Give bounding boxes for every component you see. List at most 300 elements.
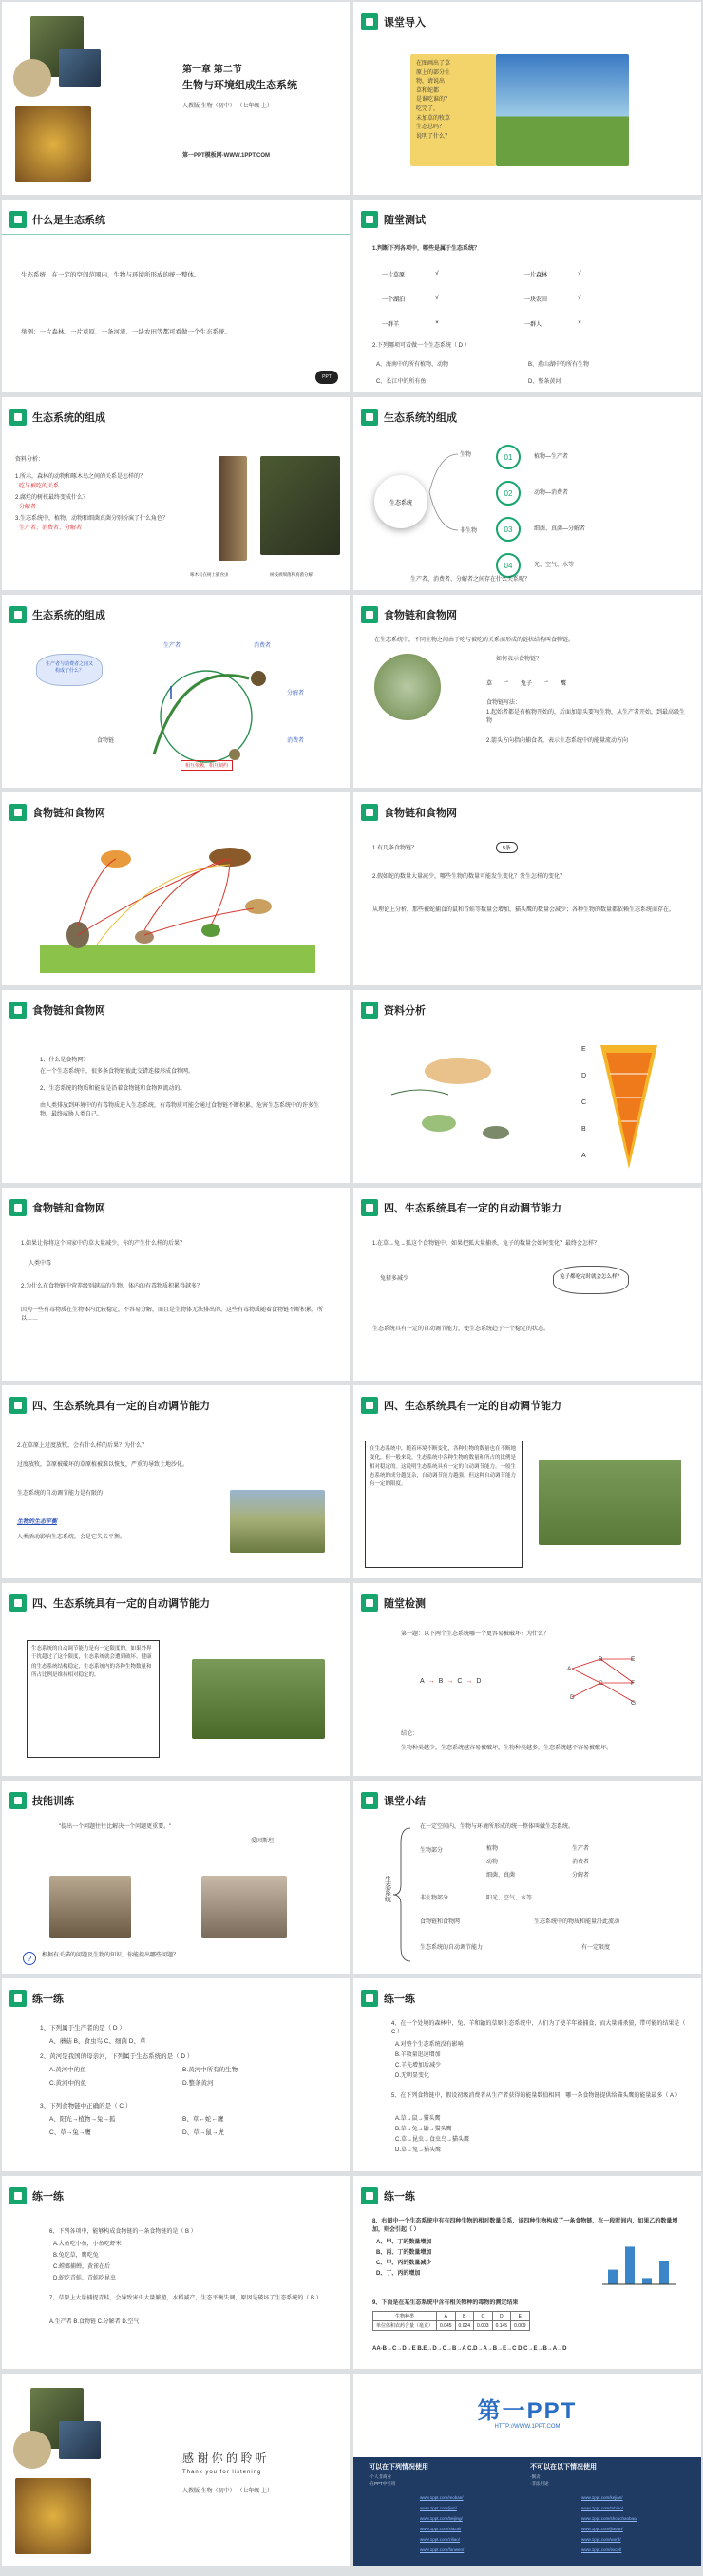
- a1: 吃与被吃的关系: [19, 484, 60, 489]
- square-icon: [361, 1594, 378, 1612]
- option[interactable]: D、丁、丙的增加: [376, 2271, 421, 2277]
- arrow-icon: →: [504, 678, 510, 684]
- header: [10, 209, 105, 230]
- a2: 因为一些有毒物质在生物体内比较稳定，不容易分解，而且是生物体无法排出的，这些有毒物质随着食物链不断积累，所以……: [21, 1307, 324, 1322]
- option[interactable]: C.黄河中的鱼: [49, 2080, 86, 2087]
- square-icon: [361, 606, 378, 623]
- q1: 1、下列属于生产者的是（ D ）: [40, 2025, 125, 2032]
- header: [10, 604, 105, 625]
- intro: 在生态系统中，不同生物之间由于吃与被吃的关系而形成的链状结构叫食物链。: [374, 638, 575, 643]
- header: [10, 407, 105, 428]
- slide-22[interactable]: [353, 1978, 701, 2171]
- web-node: D: [570, 1694, 575, 1701]
- judge-row: [382, 286, 667, 311]
- decor-circle: [13, 59, 51, 97]
- poem-line: 原上的部分生: [416, 69, 451, 76]
- arrow-icon: →: [446, 1678, 454, 1685]
- tail: 人类活动影响生态系统，会是它失去平衡。: [17, 1535, 126, 1540]
- poem-line: 物，请说出：: [416, 79, 451, 86]
- poem-line: 草和蛇都: [416, 87, 440, 94]
- option[interactable]: B.黄河中所有的生物: [182, 2067, 238, 2073]
- allowed-1: ·个人非商业: [369, 2474, 391, 2479]
- slide-title: 什么是生态系统: [32, 215, 105, 226]
- chain-node-eagle: 鹰: [560, 681, 567, 687]
- table-cell: 0.003: [474, 2321, 493, 2331]
- component-item: 光、空气、水等: [534, 563, 575, 568]
- link[interactable]: www.1ppt.com/beijing/: [420, 2516, 463, 2521]
- judge-cell: 一个湖泊: [382, 296, 406, 303]
- bar: [625, 2246, 635, 2284]
- adjust-desc: 有一定限度: [581, 1945, 611, 1951]
- slide-8[interactable]: [353, 595, 701, 788]
- header: [361, 407, 457, 428]
- option[interactable]: C.羊先增加后减少: [395, 2063, 442, 2069]
- slide-17[interactable]: [2, 1583, 350, 1776]
- answer-label: 兔猪多减少: [380, 1276, 409, 1282]
- slide-title: 随堂检测: [384, 1598, 426, 1610]
- slide-title: 练一练: [384, 1994, 415, 2005]
- animal-photo: [59, 2421, 101, 2459]
- link[interactable]: www.1ppt.com/ziliao/: [420, 2537, 461, 2542]
- slide-title: 资料分析: [384, 1005, 426, 1017]
- web-node: F: [631, 1680, 635, 1687]
- thanks-sub: Thank you for listening: [182, 2470, 262, 2475]
- square-icon: [361, 1002, 378, 1019]
- eagle-picture: [374, 654, 441, 720]
- site-url[interactable]: HTTP://WWW.1PPT.COM: [494, 2424, 560, 2430]
- web-node: E: [631, 1656, 636, 1663]
- poem-line: 说明了什么？: [416, 133, 451, 140]
- square-icon: [361, 804, 378, 821]
- conclusion: 生物种类越少，生态系统越容易被破坏，生物种类越多，生态系统越不容易被破坏。: [401, 1746, 613, 1751]
- square-icon: [361, 1397, 378, 1414]
- table-header-cell: C: [474, 2312, 493, 2321]
- table-row: [373, 2321, 530, 2331]
- option[interactable]: C、甲、丙的数量减少: [376, 2261, 432, 2266]
- square-icon: [10, 804, 27, 821]
- question: 第一题：以下两个生态系统哪一个更容易被破坏？为什么？: [401, 1631, 550, 1637]
- nonbio-items: 阳光、空气、水等: [486, 1896, 533, 1901]
- judge-cell: √: [435, 271, 439, 277]
- q1: 1.如果让你将这个国家中的草大量减少，你的产生什么样的后果？: [21, 1241, 186, 1247]
- header: [361, 2185, 415, 2206]
- caption-1: 啄木鸟在树上捕食虫: [190, 572, 229, 577]
- q2: 2.腐烂的树枝最终变成什么？: [15, 495, 89, 501]
- poem-box: [410, 54, 496, 166]
- header: [10, 802, 105, 823]
- header: [10, 1000, 105, 1021]
- link[interactable]: www.1ppt.com/fanwen/: [420, 2547, 465, 2552]
- role-item: 消费者: [572, 1860, 590, 1865]
- meta: 人教版 生物（初中） （七年级 上）: [182, 2489, 274, 2494]
- question: 如何表示食物链？: [496, 657, 542, 662]
- slide-title: 食物链和食物网: [32, 1203, 105, 1214]
- foodchain-desc: 生态系统中的物质和能量沿此流动: [534, 1919, 620, 1925]
- slide-13[interactable]: [2, 1188, 350, 1381]
- header: [10, 1790, 74, 1811]
- slide-title: 课堂导入: [384, 17, 426, 29]
- allowed-2: ·在PPT中引用: [369, 2481, 396, 2486]
- link[interactable]: www.1ppt.com/tubiao/: [581, 2506, 624, 2510]
- forbidden-2: ·非法用途: [530, 2481, 549, 2486]
- slide-title: 食物链和食物网: [32, 808, 105, 819]
- poem-line: 在图画出了草: [416, 61, 451, 67]
- slide-title: 食物链和食物网: [384, 610, 457, 621]
- a2: 由人类排放到环境中的有毒物质进入生态系统，有毒物质可能会通过食物链不断积累，危害生态系统中的许多生物，最终威胁人类自己。: [40, 1103, 320, 1117]
- chain-node-grass: 草: [486, 681, 493, 687]
- link[interactable]: www.1ppt.com/jiaoan/: [581, 2527, 623, 2531]
- divider: [2, 234, 350, 235]
- step-number: 03: [496, 517, 521, 542]
- q1: 1.有几条食物链？: [372, 846, 418, 851]
- slide-title: 练一练: [32, 2191, 64, 2203]
- option[interactable]: A、阳光→植物→兔→狐: [49, 2116, 116, 2123]
- option[interactable]: B、燕山湖中的所有生物: [528, 362, 590, 368]
- option[interactable]: A、甲、丁的数量增加: [376, 2240, 432, 2245]
- slide-15[interactable]: [2, 1385, 350, 1578]
- slide-18[interactable]: [353, 1583, 701, 1776]
- table-header-cell: E: [511, 2312, 530, 2321]
- slide-title: 生态系统的组成: [384, 412, 457, 424]
- slide-title: 四、生态系统具有一定的自动调节能力: [32, 1598, 210, 1610]
- q2: 2.为什么在食物链中营养级别越高的生物，体内的有毒物质积累得越多？: [21, 1284, 203, 1289]
- header: [361, 1197, 561, 1218]
- slide-12[interactable]: [353, 990, 701, 1183]
- link[interactable]: www.1ppt.com/excel/: [581, 2547, 622, 2552]
- q6: 6、下列各项中，能够构成食物链的一条食物链的是（ B ）: [49, 2229, 197, 2235]
- header: [361, 11, 426, 32]
- square-icon: [10, 2187, 27, 2204]
- q1: 1、什么是食物网？: [40, 1058, 89, 1063]
- judge-row: [382, 311, 667, 335]
- food-web-diagram: [40, 830, 315, 978]
- definition: 生态系统：在一定的空间范围内，生物与环境所形成的统一整体。: [21, 272, 200, 278]
- conclusion-label: 结论：: [401, 1731, 419, 1737]
- header: [361, 604, 457, 625]
- slide-11[interactable]: [2, 990, 350, 1183]
- chain-node: A: [420, 1678, 425, 1685]
- option[interactable]: D.草→兔→猫头鹰: [395, 2147, 442, 2153]
- component-item: 动物—消费者: [534, 490, 569, 496]
- table-header: [373, 2312, 530, 2321]
- step-number: 04: [496, 553, 521, 578]
- square-icon: [361, 2187, 378, 2204]
- forbidden-1: ·倒卖: [530, 2474, 541, 2479]
- q1: 1.所示，森林的动物和啄木鸟之间的关系是怎样的？: [15, 474, 146, 480]
- slide-title: 生态系统的组成: [32, 610, 105, 621]
- header: [10, 1197, 105, 1218]
- bio-item: 植物: [486, 1846, 499, 1852]
- q4: 4、在一个处境的森林中，兔、羊和鼬的草原生态系统中，人们为了使羊年被捕食，而大量捕杀狼，带可能的结果是（ C ）: [391, 2021, 686, 2035]
- chain-node: C: [457, 1678, 463, 1685]
- footer-panel: [353, 2457, 701, 2566]
- bio-label: 生物: [460, 452, 472, 458]
- slide-title: 生物与环境组成生态系统: [182, 80, 297, 91]
- help-icon[interactable]: ?: [23, 1952, 36, 1965]
- allowed-title: 可以在下列情况使用: [369, 2464, 428, 2471]
- judge-cell: 一片森林: [524, 272, 548, 278]
- answer: 过度放牧，草原被破坏的草原植被难以恢复，严重的导致土地沙化。: [17, 1462, 189, 1468]
- thought-cloud: 生产者与消费者之间又构成了什么？: [36, 654, 103, 686]
- decor-circle: [13, 2431, 51, 2469]
- a2: 分解者: [19, 505, 37, 510]
- square-icon: [361, 211, 378, 228]
- table-cell: 0.045: [437, 2321, 456, 2331]
- web-node: C: [598, 1680, 603, 1687]
- option[interactable]: B.草→兔→鼬→猫头鹰: [395, 2127, 452, 2132]
- slide-title: 四、生态系统具有一定的自动调节能力: [384, 1401, 561, 1412]
- option[interactable]: A.草→鼠→猫头鹰: [395, 2116, 441, 2122]
- slide-title: 随堂测试: [384, 215, 426, 226]
- slide-2[interactable]: [353, 2, 701, 195]
- header: [10, 2185, 64, 2206]
- step-number: 01: [496, 445, 521, 469]
- part-nonbio: 非生物部分: [420, 1896, 449, 1901]
- arrow-icon: →: [428, 1678, 435, 1685]
- question: 生产者、消费者、分解者之间存在什么关系呢？: [410, 577, 531, 582]
- level-label: E: [581, 1046, 586, 1053]
- q9: 9、下面是在某生态系统中含有相关物种的毒物的测定结果: [372, 2300, 519, 2306]
- table-header-cell: 生物种类: [373, 2312, 437, 2321]
- square-icon: [10, 606, 27, 623]
- slide-21[interactable]: [2, 1978, 350, 2171]
- slide-16[interactable]: [353, 1385, 701, 1578]
- header: [10, 1593, 210, 1613]
- slide-title: 生态系统的组成: [32, 412, 105, 424]
- slide-14[interactable]: [353, 1188, 701, 1381]
- header: [10, 1988, 64, 2009]
- option[interactable]: B、草←蛇←鹰: [182, 2116, 224, 2123]
- level-label: D: [581, 1073, 587, 1079]
- option[interactable]: A.大鱼吃小鱼，小鱼吃虾米: [53, 2242, 122, 2247]
- chain-node-rabbit: 兔子: [521, 681, 533, 687]
- web-node: B: [598, 1656, 603, 1663]
- label-consumer-2: 消费者: [287, 738, 305, 744]
- slide-title: 四、生态系统具有一定的自动调节能力: [32, 1401, 210, 1412]
- judge-cell: √: [578, 296, 581, 301]
- slide-20[interactable]: [353, 1781, 701, 1974]
- q5: 5、在下列食物链中，假设初级消费者从生产者获得的能量数值相同，哪一条食物链提供给猫头鹰的能量最多（ A ）: [391, 2093, 681, 2099]
- question-2: 2.下列哪项可看做一个生态系统（ D ）: [372, 343, 470, 349]
- judge-row: [382, 261, 667, 286]
- q3: 3、下列食物链中正确的是（ C ）: [40, 2103, 132, 2109]
- chapter: 第一章 第二节: [182, 65, 242, 75]
- link[interactable]: www.1ppt.com/word/: [581, 2537, 621, 2542]
- a2: 从理论上分析，那些被蛇捕食的鼠和青蛙等数量会增加，猫头鹰的数量会减少；各种生物的数量都依赖生态系统而存在。: [372, 907, 675, 913]
- judge-list: [382, 261, 667, 335]
- step-number: 02: [496, 481, 521, 506]
- judge-cell: ×: [578, 320, 581, 326]
- square-icon: [361, 409, 378, 426]
- option[interactable]: B.兔吃草，鹰吃兔: [53, 2253, 99, 2259]
- bee-photo: [15, 106, 91, 182]
- brace: [391, 1823, 420, 1966]
- o1: A、蘑菇 B、食虫鸟 C、细菌 D、草: [49, 2038, 146, 2045]
- slide-title: 练一练: [32, 1994, 64, 2005]
- square-icon: [361, 1990, 378, 2007]
- simple-chain: [420, 1678, 481, 1685]
- note: 生态系统的自动调节能力是有限的: [17, 1491, 104, 1497]
- header: [10, 1395, 210, 1416]
- options: [376, 353, 680, 388]
- q2: 2、黄河是我国的母亲河，下列属于生态系统的是（ D ）: [40, 2053, 194, 2060]
- link[interactable]: www.1ppt.com/kejian/: [581, 2495, 623, 2500]
- web-node: G: [631, 1700, 636, 1707]
- link[interactable]: www.1ppt.com/xiazai/: [420, 2527, 462, 2531]
- level-label: C: [581, 1099, 587, 1106]
- slide-title: 食物链和食物网: [32, 1005, 105, 1017]
- header: [361, 1593, 426, 1613]
- option[interactable]: C、草→兔→鹰: [49, 2129, 91, 2136]
- sheep-photo: [230, 1490, 325, 1553]
- header: [361, 1988, 415, 2009]
- table-header-cell: A: [437, 2312, 456, 2321]
- ecosystem-sketch: [382, 1038, 553, 1171]
- definition: 在一定空间内，生物与环境所形成的统一整体叫做生态系统。: [420, 1824, 575, 1830]
- thanks-title: 感 谢 你 的 聆 听: [182, 2452, 267, 2465]
- poem-line: 生态总吗？: [416, 124, 446, 131]
- q8: 8、右图中一个生态系统中有有四种生物的相对数量关系，该四种生物构成了一条食物链，在一段时间内，如果乙的数量增加，则会引起（ ）: [372, 2219, 678, 2233]
- tip: 根据有关猫的问题及生物的知识，你能提出哪些问题？: [42, 1953, 180, 1958]
- option[interactable]: D、草→鼠→虎: [182, 2129, 224, 2136]
- option[interactable]: C.草→昆虫→食虫鸟→猫头鹰: [395, 2137, 470, 2143]
- arrow-icon: →: [543, 678, 550, 684]
- link[interactable]: www.1ppt.com/jieri/: [420, 2506, 457, 2510]
- option[interactable]: A.对整个生态系统没有影响: [395, 2042, 464, 2048]
- link[interactable]: www.1ppt.com/shouchaobao/: [581, 2516, 637, 2521]
- q7: 7、草原上大量捕捉青蛙，会导致害虫大量繁殖，水稻减产，生态平衡失调，原因是破坏了生态系统的（ B ）: [49, 2296, 322, 2301]
- bar: [642, 2278, 652, 2284]
- component-item: 植物—生产者: [534, 454, 569, 460]
- a1: 5条: [496, 842, 518, 853]
- judge-cell: 一群羊: [382, 321, 400, 328]
- square-icon: [10, 1002, 27, 1019]
- header: [361, 1000, 426, 1021]
- q2: 2.假如蛇的数量大量减少，哪些生物的数量可能发生变化？发生怎样的变化？: [372, 874, 566, 880]
- slide-23[interactable]: [2, 2176, 350, 2369]
- role-item: 生产者: [572, 1846, 590, 1852]
- option[interactable]: D.蛇吃青蛙，青蛙吃昆虫: [53, 2276, 117, 2281]
- square-icon: [361, 13, 378, 30]
- option[interactable]: D.整条黄河: [182, 2080, 214, 2087]
- table-cell: 单位体积农药含量（毫克）: [373, 2321, 437, 2331]
- bio-item: 细菌、真菌: [486, 1873, 516, 1879]
- slide-25[interactable]: [2, 2374, 350, 2566]
- q2: 2、生态系统的物质和能量是沿着食物链和食物网流动的。: [40, 1086, 186, 1092]
- logo: 第一PPT: [477, 2398, 578, 2424]
- label-producer: 生产者: [163, 643, 181, 649]
- relation-tag: 相互依赖，相互制约: [180, 760, 233, 771]
- slide-7[interactable]: [2, 595, 350, 788]
- nonbio-label: 非生物: [460, 528, 478, 534]
- header: [361, 1395, 561, 1416]
- poem-line: 吃完了，: [416, 105, 440, 112]
- slide-24[interactable]: [353, 2176, 701, 2369]
- woodpecker-photo: [218, 456, 247, 561]
- table-header-cell: D: [492, 2312, 511, 2321]
- part-bio: 生物部分: [420, 1848, 444, 1854]
- slide-title: 食物链和食物网: [384, 808, 457, 819]
- level-label: B: [581, 1126, 586, 1133]
- sheep-photo: [192, 1659, 325, 1739]
- option[interactable]: B、丙、丁的数量增加: [376, 2250, 432, 2256]
- arrow-icon: →: [466, 1678, 473, 1685]
- slide-5[interactable]: [2, 397, 350, 590]
- table-cell: 0.009: [511, 2321, 530, 2331]
- examples: 举例：一片森林、一片草原、一条河流、一块农田等都可看做一个生态系统。: [21, 329, 231, 335]
- bar: [659, 2261, 669, 2284]
- cat-photo: [201, 1876, 287, 1938]
- poem-line: 是谁吃谁的？: [416, 97, 451, 104]
- header: [361, 209, 426, 230]
- slide-title: 练一练: [384, 2191, 415, 2203]
- judge-cell: √: [435, 296, 439, 301]
- option[interactable]: B.羊数量迅速增加: [395, 2052, 441, 2058]
- role-item: 分解者: [572, 1873, 590, 1879]
- bio-item: 动物: [486, 1860, 499, 1865]
- slide-title: 四、生态系统具有一定的自动调节能力: [384, 1203, 561, 1214]
- level-label: A: [581, 1153, 586, 1159]
- note-title: 食物链写法：: [486, 700, 522, 706]
- slide-4[interactable]: [353, 200, 701, 392]
- square-icon: [10, 1792, 27, 1809]
- square-icon: [10, 211, 27, 228]
- header: [361, 802, 457, 823]
- question-1: 1.判断下列各项中，哪些是属于生态系统？: [372, 246, 481, 252]
- link[interactable]: www.1ppt.com/moban/: [420, 2495, 464, 2500]
- header: [361, 1790, 426, 1811]
- judge-cell: 一片草原: [382, 272, 406, 278]
- slide-1[interactable]: [2, 2, 350, 195]
- option[interactable]: D、整条黄河: [528, 379, 561, 385]
- slide-26[interactable]: [353, 2374, 701, 2566]
- bee-photo: [15, 2478, 91, 2554]
- option[interactable]: C、长江中的所有鱼: [376, 379, 427, 385]
- meta: 人教版 生物（初中） （七年级 上）: [182, 104, 274, 109]
- chain-node: B: [438, 1678, 444, 1685]
- slide-19[interactable]: [2, 1781, 350, 1974]
- table-cell: 0.145: [492, 2321, 511, 2331]
- judge-cell: 一群人: [524, 321, 542, 328]
- slide-9[interactable]: [2, 792, 350, 985]
- square-icon: [10, 1990, 27, 2007]
- slide-6[interactable]: [353, 397, 701, 590]
- option[interactable]: D.无明显变化: [395, 2073, 430, 2079]
- adjust-label: 生态系统的自动调节能力: [420, 1945, 484, 1951]
- forbidden-title: 不可以在以下情况使用: [530, 2464, 597, 2471]
- web-node: A: [567, 1666, 572, 1672]
- poem-line: 未加草的牧草: [416, 115, 451, 122]
- component-item: 细菌、真菌—分解者: [534, 526, 586, 532]
- foodchain-label: 食物链和食物网: [420, 1919, 461, 1925]
- sheep-photo: [539, 1460, 681, 1545]
- option[interactable]: A.黄河中的鱼: [49, 2067, 86, 2073]
- ppt-badge[interactable]: PPT: [315, 371, 338, 384]
- square-icon: [10, 1594, 27, 1612]
- label: 资料分析：: [15, 457, 45, 463]
- square-icon: [361, 1199, 378, 1216]
- a3: 生产者、消费者、分解者: [19, 525, 83, 531]
- pyramid-chart: [600, 1045, 657, 1169]
- table-cell: 0.024: [455, 2321, 474, 2331]
- option[interactable]: C.螳螂捕蝉，黄雀在后: [53, 2264, 111, 2270]
- highlight: 生物的生态平衡: [17, 1519, 58, 1525]
- slide-3[interactable]: [2, 200, 350, 392]
- option[interactable]: A、海南中的所有植物、动物: [376, 362, 449, 368]
- slide-10[interactable]: [353, 792, 701, 985]
- table-header-cell: B: [455, 2312, 474, 2321]
- label-consumer-1: 消费者: [254, 643, 272, 649]
